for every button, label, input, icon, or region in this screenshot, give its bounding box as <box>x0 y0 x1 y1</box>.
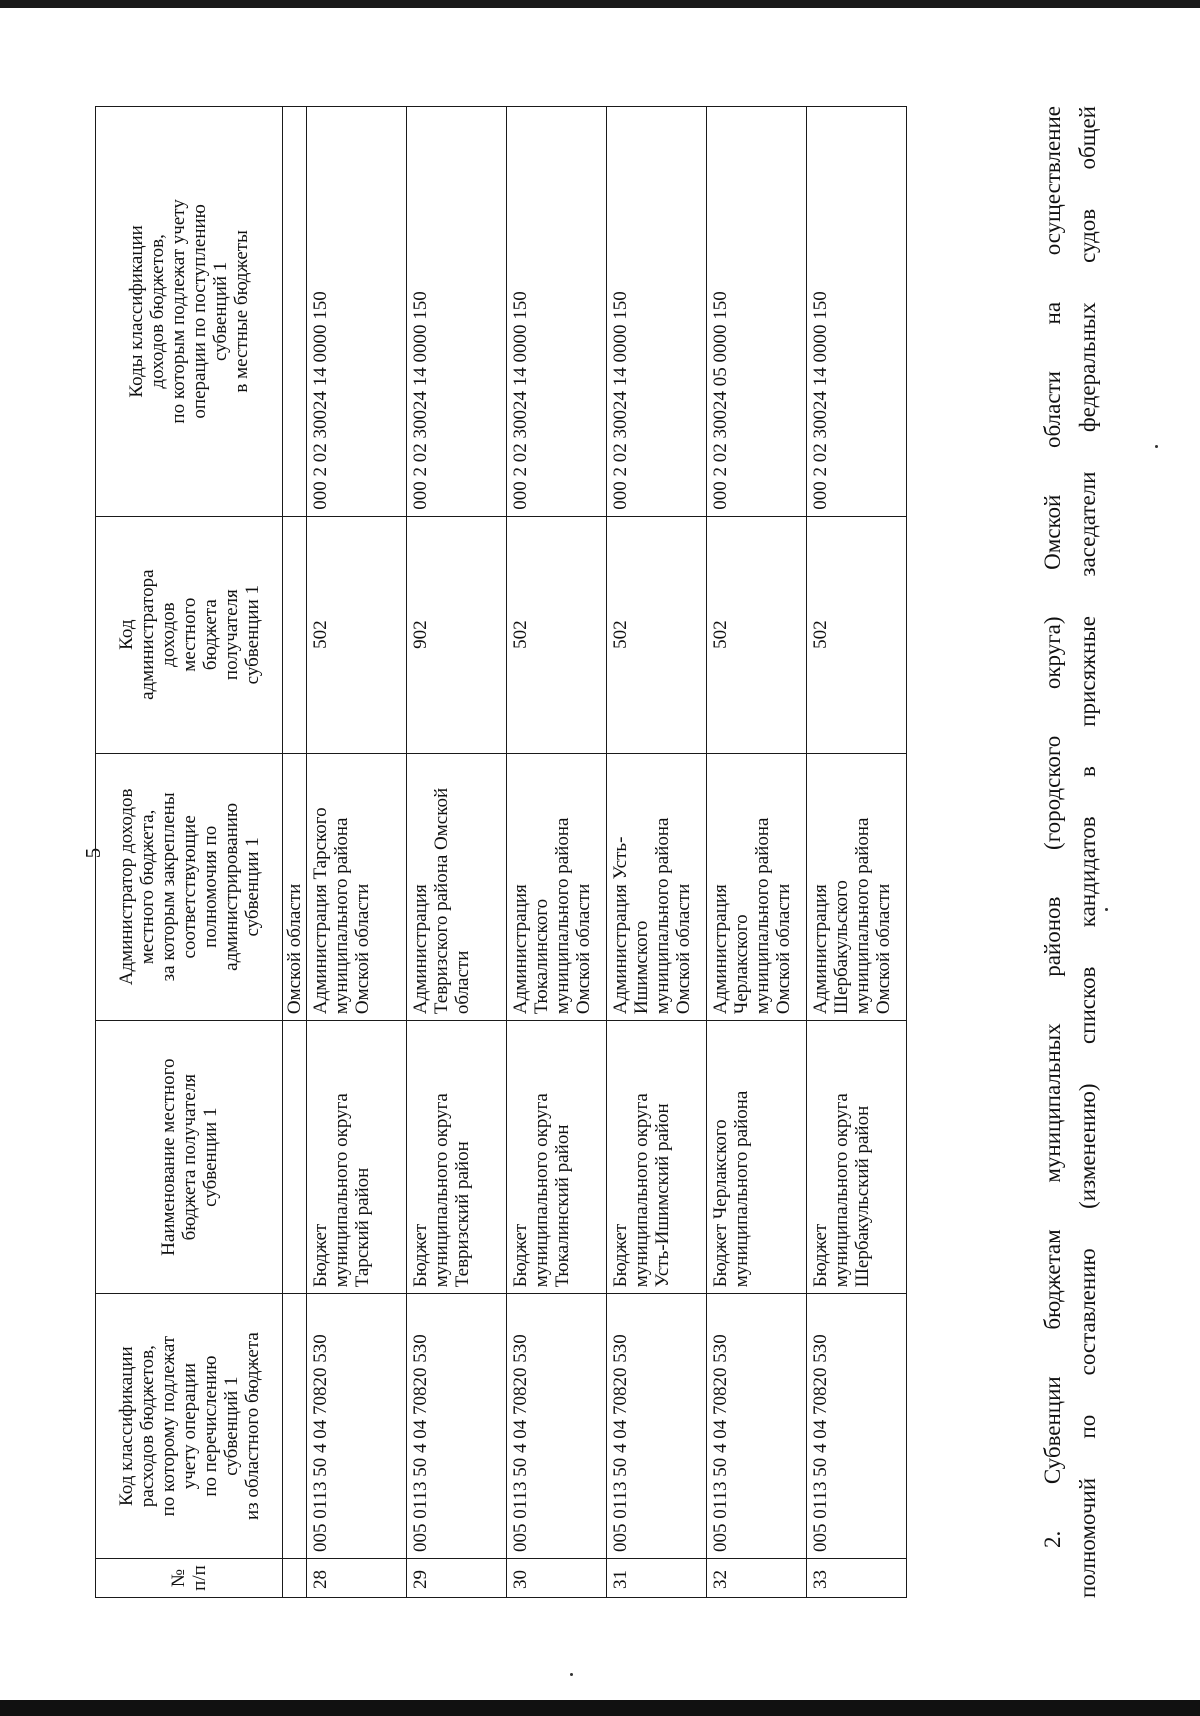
table-header-row <box>96 107 283 1598</box>
cell-income-code: 000 2 02 30024 05 0000 150 <box>707 107 807 517</box>
cell-num: 32 <box>707 1558 807 1597</box>
cell-budget-name: Бюджет муниципального округа Тарский район <box>307 1021 407 1294</box>
body-paragraph <box>1035 106 1105 1598</box>
cell-budget-name: Бюджет муниципального округа Усть-Ишимский район <box>607 1021 707 1294</box>
cell-admin-code: 502 <box>307 516 407 753</box>
header-administrator: Администратор доходов местного бюджета, за которым закреплены соответствующие полномочия по администрированию субвенции 1 <box>96 753 283 1021</box>
cell-income-code: 000 2 02 30024 14 0000 150 <box>807 107 907 517</box>
page-number: 5 <box>81 847 105 859</box>
table-row <box>507 107 607 1598</box>
continuation-text: Омской области <box>283 753 307 1021</box>
table-row <box>307 107 407 1598</box>
table-row <box>707 107 807 1598</box>
header-budget-name: Наименование местного бюджета получателя субвенции 1 <box>96 1021 283 1294</box>
cell-budget-name: Бюджет муниципального округа Шербакульский район <box>807 1021 907 1294</box>
cell-expense-code: 005 0113 50 4 04 70820 530 <box>507 1294 607 1559</box>
cell-income-code: 000 2 02 30024 14 0000 150 <box>407 107 507 517</box>
cell-num: 29 <box>407 1558 507 1597</box>
cell-administrator: Администрация Тевризского района Омской области <box>407 753 507 1021</box>
paragraph-line-2: полномочий по составлению (изменению) списков кандидатов в присяжные заседатели федеральных судов общей <box>1075 106 1100 1598</box>
cell-administrator: Администрация Тюкалинского муниципального района Омской области <box>507 753 607 1021</box>
cell-admin-code: 902 <box>407 516 507 753</box>
subvention-table <box>95 106 907 1598</box>
cell-expense-code: 005 0113 50 4 04 70820 530 <box>707 1294 807 1559</box>
cell-administrator: Администрация Шербакульского муниципального района Омской области <box>807 753 907 1021</box>
cell-administrator: Администрация Черлакского муниципального района Омской области <box>707 753 807 1021</box>
continuation-row <box>283 107 307 1598</box>
cell-budget-name: Бюджет муниципального округа Тевризский район <box>407 1021 507 1294</box>
cell-expense-code: 005 0113 50 4 04 70820 530 <box>607 1294 707 1559</box>
table-row <box>807 107 907 1598</box>
cell-income-code: 000 2 02 30024 14 0000 150 <box>307 107 407 517</box>
header-admin-code: Код администратора доходов местного бюджета получателя субвенции 1 <box>96 516 283 753</box>
cell-admin-code: 502 <box>807 516 907 753</box>
cell-budget-name: Бюджет муниципального округа Тюкалинский район <box>507 1021 607 1294</box>
cell-num: 33 <box>807 1558 907 1597</box>
cell-income-code: 000 2 02 30024 14 0000 150 <box>507 107 607 517</box>
cell-num: 30 <box>507 1558 607 1597</box>
paragraph-line-1: 2. Субвенции бюджетам муниципальных районов (городского округа) Омской области на осуществление <box>1040 106 1065 1548</box>
cell-num: 31 <box>607 1558 707 1597</box>
cell-admin-code: 502 <box>507 516 607 753</box>
cell-income-code: 000 2 02 30024 14 0000 150 <box>607 107 707 517</box>
cell-budget-name: Бюджет Черлакского муниципального района <box>707 1021 807 1294</box>
table-row <box>607 107 707 1598</box>
cell-administrator: Администрация Тарского муниципального района Омской области <box>307 753 407 1021</box>
table-row <box>407 107 507 1598</box>
cell-expense-code: 005 0113 50 4 04 70820 530 <box>407 1294 507 1559</box>
header-expense-code: Код классификации расходов бюджетов, по которому подлежат учету операции по перечислению субвенций 1 из областного бюджета <box>96 1294 283 1559</box>
header-num: № п/п <box>96 1558 283 1597</box>
cell-num: 28 <box>307 1558 407 1597</box>
cell-administrator: Администрация Усть- Ишимского муниципального района Омской области <box>607 753 707 1021</box>
cell-admin-code: 502 <box>707 516 807 753</box>
cell-expense-code: 005 0113 50 4 04 70820 530 <box>807 1294 907 1559</box>
cell-expense-code: 005 0113 50 4 04 70820 530 <box>307 1294 407 1559</box>
cell-admin-code: 502 <box>607 516 707 753</box>
header-income-codes: Коды классификации доходов бюджетов, по которым подлежат учету операции по поступлению субвенций 1 в местные бюджеты <box>96 107 283 517</box>
